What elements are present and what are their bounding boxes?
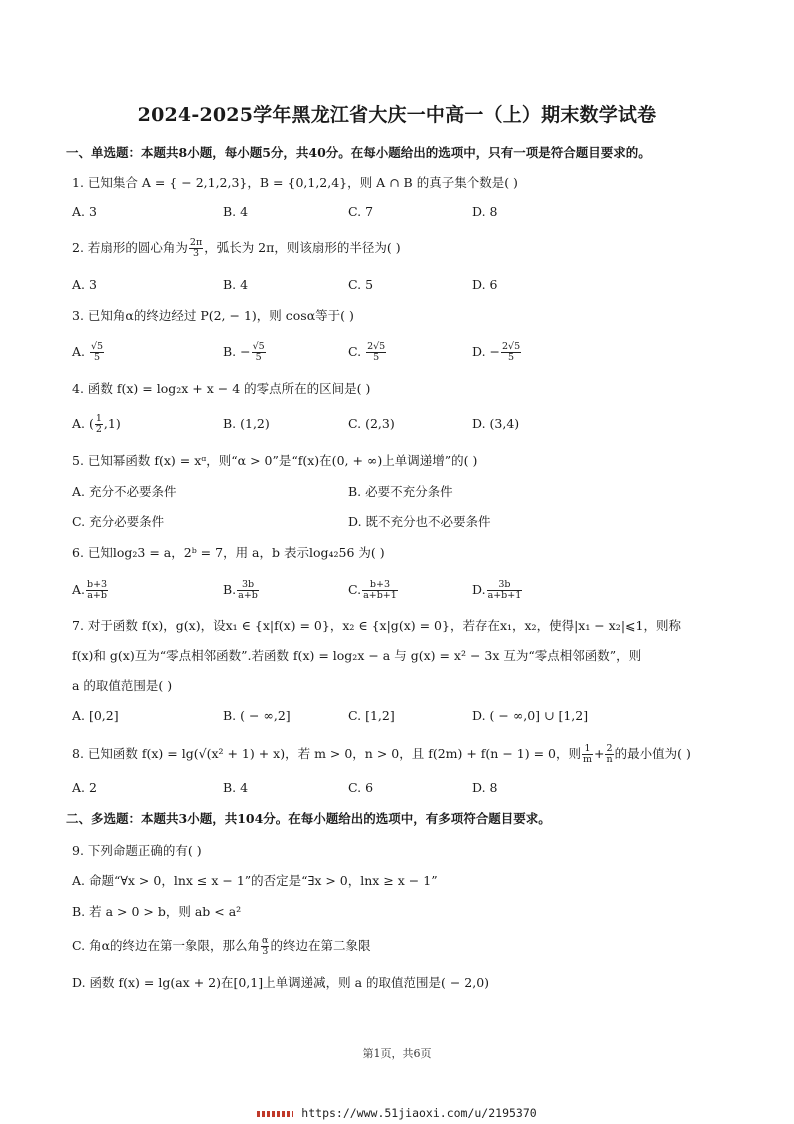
option-c[interactable]: C. (2,3) [348,416,395,431]
question-7-line-2: f(x)和 g(x)互为“零点相邻函数”.若函数 f(x) = log₂x − a 与 g(x) = x² − 3x 互为“零点相邻函数”，则 [72,648,642,663]
question-6: 6. 已知log₂3 = a，2ᵇ = 7，用 a，b 表示log₄₂56 为( ) [72,545,385,560]
option-b[interactable]: B. (1,2) [223,416,270,431]
option-a[interactable]: A. ( $\frac{1}{2}$ ,1) [72,413,121,435]
option-b[interactable]: B. ( − ∞,2] [223,708,291,723]
question-9-option-b[interactable]: B. 若 a > 0 > b，则 ab < a² [72,904,242,919]
option-d[interactable]: D. 8 [472,780,498,795]
question-4: 4. 函数 f(x) = log₂x + x − 4 的零点所在的区间是( ) [72,381,371,396]
question-5-options-row1 [72,482,732,502]
option-d[interactable]: D. (3,4) [472,416,520,431]
option-d[interactable]: D. 6 [472,277,498,292]
question-2-options [72,275,732,295]
option-c[interactable]: C. 7 [348,204,374,219]
watermark-url[interactable]: https://www.51jiaoxi.com/u/2195370 [301,1106,537,1120]
question-8: 8. 已知函数 f(x) = lg(√(x² + 1) + x)，若 m > 0，n > 0，且 f(2m) + f(n − 1) = 0，则 $\frac{1}{m}$ + $\frac{2}{n}$ 的最小值为( ) [72,743,691,765]
section-multiple-choice: 二、多选题：本题共3小题，共104分。在每小题给出的选项中，有多项符合题目要求。 [66,811,551,826]
question-2-text-b: ，弧长为 2π，则该扇形的半径为( ) [204,240,401,255]
question-6-options [72,580,732,600]
question-5-options-row2 [72,512,732,532]
option-d[interactable]: D. − $\frac{2√5}{5}$ [472,341,521,363]
option-b[interactable]: B. 必要不充分条件 [348,484,453,499]
option-a[interactable]: A. 3 [72,277,97,292]
option-b[interactable]: B. 4 [223,780,249,795]
option-c[interactable]: C. 5 [348,277,374,292]
option-b[interactable]: B. $\frac{3b}{a+b}$ [223,579,258,601]
option-a[interactable]: A. 3 [72,204,97,219]
option-c[interactable]: C. 充分必要条件 [72,514,165,529]
question-2 [72,238,732,259]
question-9-option-a[interactable]: A. 命题“∀x > 0，lnx ≤ x − 1”的否定是“∃x > 0，lnx ≥ x − 1” [72,873,438,888]
question-3-options [72,342,732,362]
option-a[interactable]: A. [0,2] [72,708,119,723]
question-9-option-c[interactable]: C. 角α的终边在第一象限，那么角 $\frac{\alpha}{3}$ 的终边在第二象限 [72,935,371,957]
question-7-options [72,706,732,726]
option-a[interactable]: A. $\frac{√5}{5}$ [72,341,104,363]
option-c[interactable]: C. 6 [348,780,374,795]
question-3: 3. 已知角α的终边经过 P(2, − 1)，则 cosα等于( ) [72,308,354,323]
watermark [0,1106,794,1120]
question-7-line-1: 7. 对于函数 f(x)，g(x)，设x₁ ∈ {x|f(x) = 0}，x₂ ∈ {x|g(x) = 0}，若存在x₁，x₂，使得|x₁ − x₂|⩽1，则称 [72,618,681,633]
page-footer: 第1页，共6页 [362,1047,432,1060]
question-4-options [72,414,732,434]
question-1-options [72,202,732,222]
option-a[interactable]: A. 2 [72,780,97,795]
question-9: 9. 下列命题正确的有( ) [72,843,202,858]
option-d[interactable]: D. ( − ∞,0] ∪ [1,2] [472,708,589,723]
option-a[interactable]: A. 充分不必要条件 [72,484,177,499]
question-2-text-a: 2. 若扇形的圆心角为 [72,240,188,255]
question-5: 5. 已知幂函数 f(x) = xᵅ，则“α > 0”是“f(x)在(0, + ∞)上单调递增”的( ) [72,453,478,468]
option-d[interactable]: D. 既不充分也不必要条件 [348,514,491,529]
option-b[interactable]: B. − $\frac{√5}{5}$ [223,341,265,363]
option-d[interactable]: D. $\frac{3b}{a+b+1}$ [472,579,522,601]
question-8-options [72,778,732,798]
option-b[interactable]: B. 4 [223,204,249,219]
section-single-choice: 一、单选题：本题共8小题，每小题5分，共40分。在每小题给出的选项中，只有一项是符合题目要求的。 [66,145,651,160]
option-b[interactable]: B. 4 [223,277,249,292]
question-1: 1. 已知集合 A = { − 2,1,2,3}，B = {0,1,2,4}，则 A ∩ B 的真子集个数是( ) [72,175,518,190]
question-9-option-d[interactable]: D. 函数 f(x) = lg(ax + 2)在[0,1]上单调递减，则 a 的取值范围是( − 2,0) [72,975,490,990]
option-d[interactable]: D. 8 [472,204,498,219]
watermark-logo-icon [257,1111,293,1117]
option-a[interactable]: A. $\frac{b+3}{a+b}$ [72,579,108,601]
option-c[interactable]: C. [1,2] [348,708,395,723]
exam-title: 2024-2025学年黑龙江省大庆一中高一（上）期末数学试卷 [137,104,657,126]
option-c[interactable]: C. $\frac{2√5}{5}$ [348,341,386,363]
question-7-line-3: a 的取值范围是( ) [72,678,173,693]
fraction: $\frac{2\pi}{3}$ [189,237,203,259]
option-c[interactable]: C. $\frac{b+3}{a+b+1}$ [348,579,397,601]
